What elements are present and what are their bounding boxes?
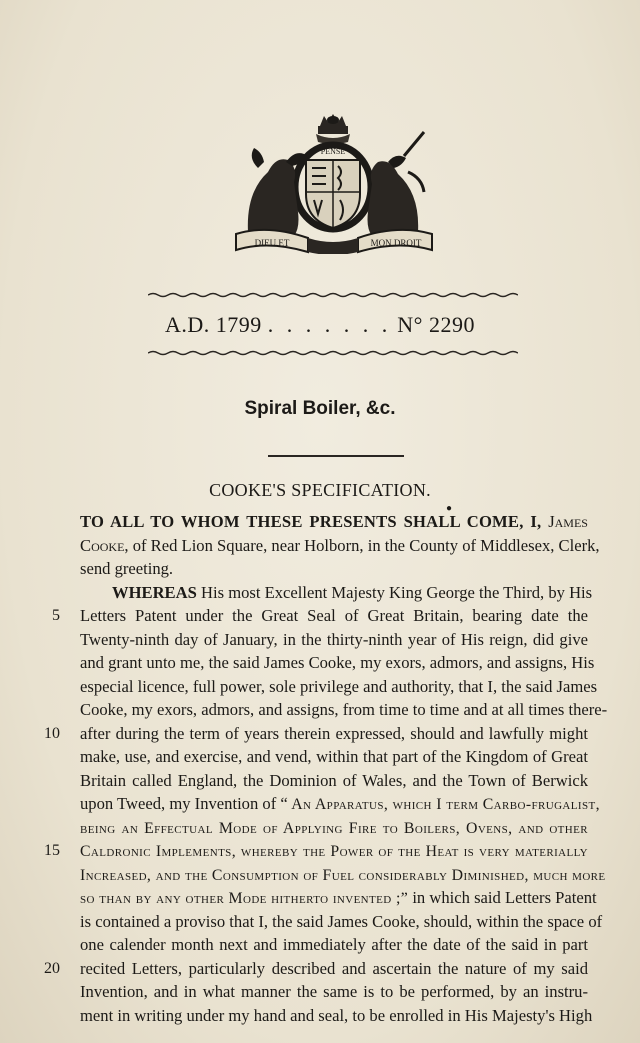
- text-run: being an Effectual Mode of Applying Fire to Boilers, Ovens, and other: [80, 819, 588, 837]
- text-line: [80, 933, 588, 957]
- text-run: Caldronic Implements, whereby the Power of the Heat is very materially: [80, 843, 588, 860]
- text-line: [80, 1004, 593, 1028]
- text-run: make, use, and exercise, and vend, within that part of the Kingdom of Great: [80, 747, 588, 766]
- text-line: [80, 863, 606, 887]
- text-run: upon Tweed, my Invention of “ An Apparatus, which I term Carbo-frugalist,: [80, 794, 600, 813]
- title-rule: [268, 455, 404, 457]
- text-run: Invention, and in what manner the same is to be performed, by an instru-: [80, 982, 588, 1001]
- text-line: [80, 675, 598, 699]
- text-run: one calender month next and immediately after the date of the said in part: [80, 935, 588, 954]
- text-line: [80, 886, 597, 910]
- header-dots: . . . . . . .: [267, 312, 392, 337]
- text-line: [80, 980, 588, 1004]
- text-run: so than by any other Mode hitherto invented ;”: [80, 890, 409, 907]
- text-run: especial licence, full power, sole privilege and authority, that I, the said James: [80, 676, 598, 696]
- text-run: is contained a proviso that I, the said James Cooke, should, within the space of: [80, 911, 603, 931]
- text-line: [80, 745, 588, 769]
- text-line: [44, 957, 588, 981]
- text-line: [80, 557, 588, 581]
- text-run: His most Excellent Majesty King George the Third, by His: [196, 582, 593, 602]
- text-run: Increased, and the Consumption of Fuel considerably Diminished, much more: [80, 866, 606, 884]
- ornamental-rule-top: [148, 292, 518, 298]
- line-number: 20: [44, 959, 60, 977]
- motto-left: DIEU ET: [254, 238, 290, 248]
- specification-heading: COOKE'S SPECIFICATION.: [209, 480, 431, 500]
- text-run: Cooke: [80, 535, 125, 555]
- text-line: [80, 628, 588, 652]
- text-run: and grant unto me, the said James Cooke, my exors, admors, and assigns, His: [80, 653, 595, 672]
- patent-number: N° 2290: [397, 312, 475, 337]
- garter-text: PENSE: [320, 147, 346, 156]
- asterisk-mark: ●: [446, 503, 453, 514]
- text-run: send greeting.: [80, 559, 174, 578]
- royal-coat-of-arms-icon: [228, 112, 438, 254]
- text-line: [80, 792, 600, 816]
- patent-header: [0, 312, 640, 338]
- text-run: James: [548, 512, 588, 531]
- text-run: after during the term of years therein expressed, should and lawfully might: [80, 723, 588, 743]
- text-line: [80, 698, 608, 722]
- text-run: Letters Patent under the Great Seal of Great Britain, bearing date the: [80, 606, 588, 625]
- patent-title: Spiral Boiler, &c.: [244, 398, 396, 419]
- text-run: Twenty-ninth day of January, in the thirty-ninth year of His reign, did give: [80, 629, 588, 649]
- text-run: TO ALL TO WHOM THESE PRESENTS SHALL COME, I,: [80, 512, 549, 531]
- text-line: [80, 769, 588, 793]
- line-number: 5: [52, 607, 60, 624]
- text-line: [80, 910, 603, 934]
- text-run: Britain called England, the Dominion of Wales, and the Town of Berwick: [80, 770, 588, 790]
- text-line: [52, 604, 588, 628]
- text-run: recited Letters, particularly described and ascertain the nature of my said: [80, 958, 588, 978]
- text-line: [80, 581, 593, 605]
- text-line: [80, 651, 595, 675]
- text-line: [44, 839, 588, 863]
- text-run: Cooke, my exors, admors, and assigns, from time to time and at all times there-: [80, 700, 608, 719]
- specification-body: [44, 510, 608, 1027]
- motto-right: MON DROIT: [370, 238, 422, 248]
- text-line: [80, 510, 588, 534]
- text-run: , of Red Lion Square, near Holborn, in the County of Middlesex, Clerk,: [124, 535, 600, 555]
- text-run: in which said Letters Patent: [408, 888, 597, 907]
- text-line: [44, 722, 588, 746]
- text-line: [80, 534, 600, 558]
- text-run: ment in writing under my hand and seal, to be enrolled in His Majesty's High: [80, 1005, 593, 1025]
- line-number: 15: [44, 842, 60, 859]
- ornamental-rule-bottom: [148, 350, 518, 356]
- patent-year: A.D. 1799: [165, 312, 262, 337]
- text-run: WHEREAS: [112, 582, 197, 602]
- line-number: 10: [44, 724, 60, 742]
- text-line: [80, 816, 588, 840]
